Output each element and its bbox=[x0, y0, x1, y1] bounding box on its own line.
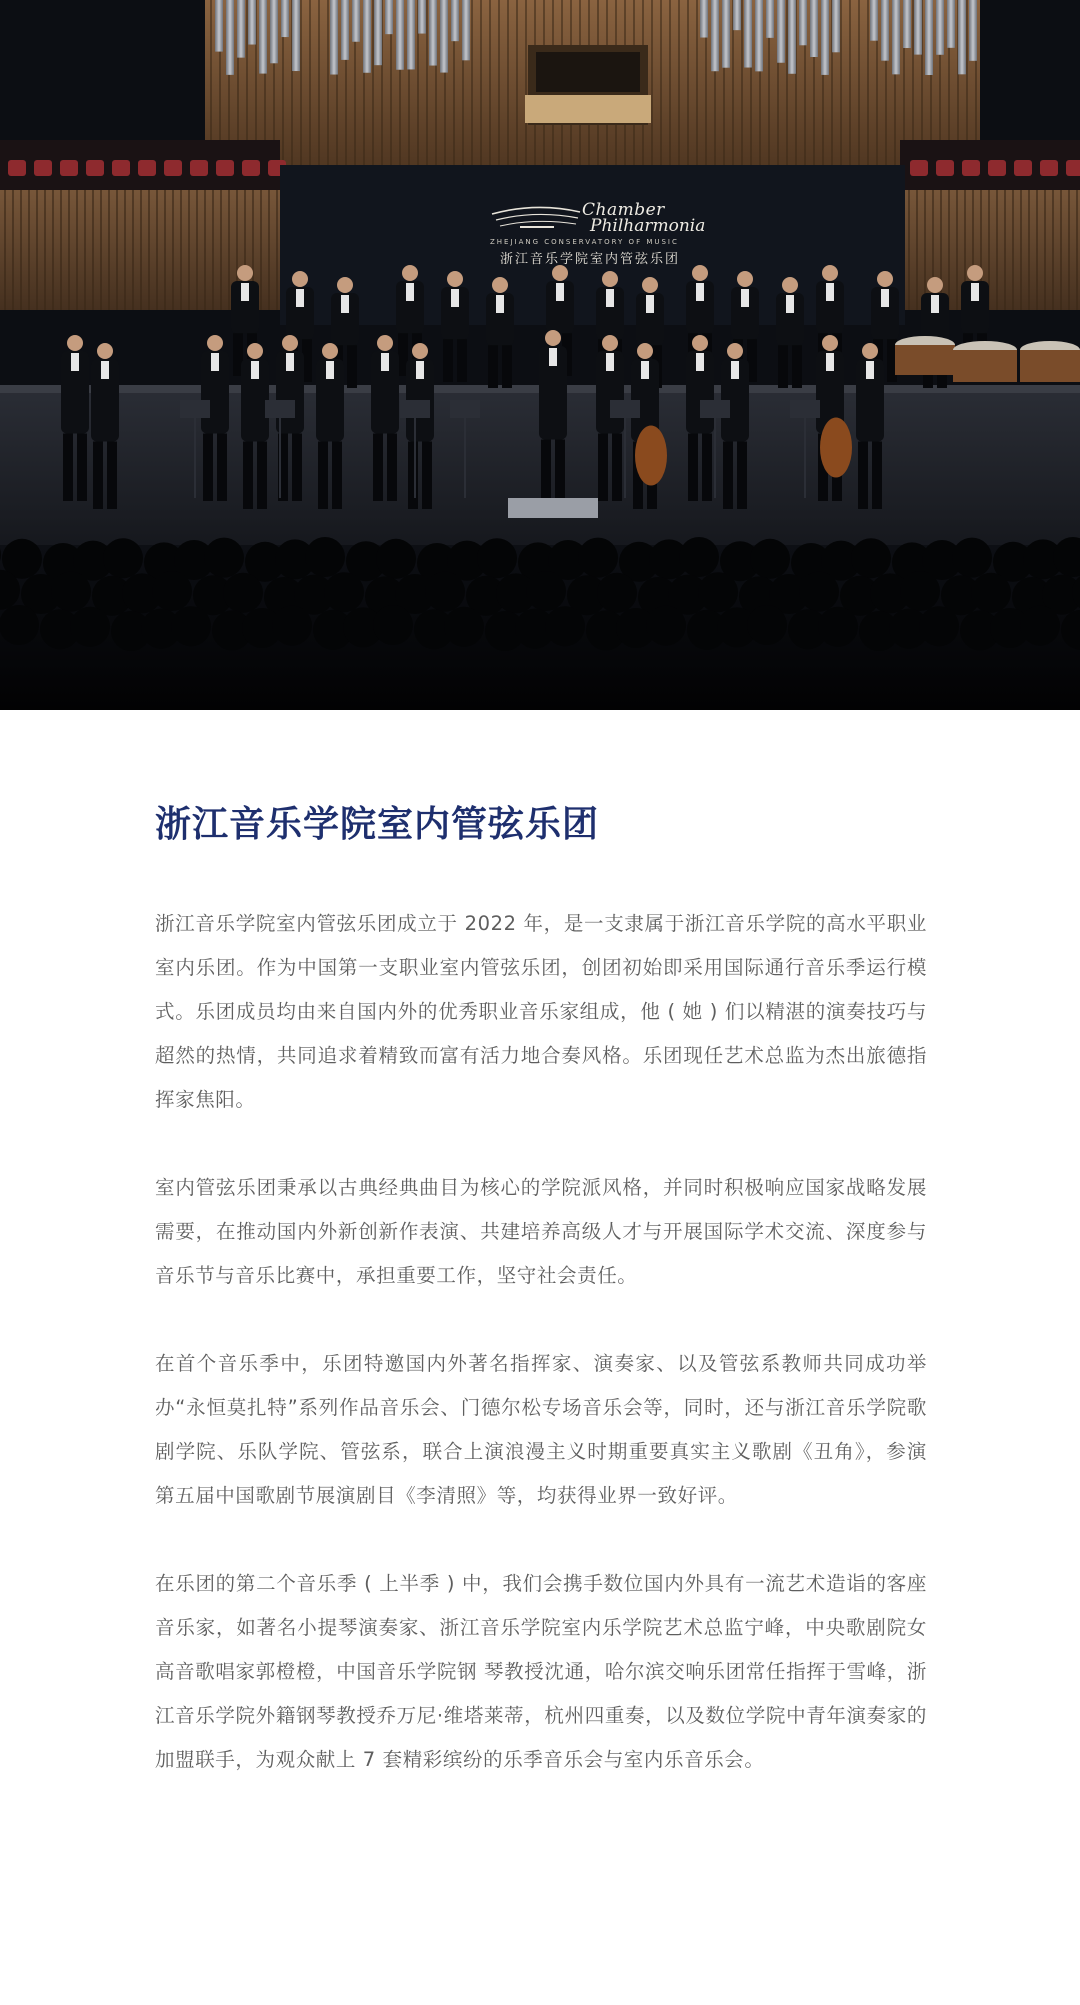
concert-stage-illustration bbox=[0, 0, 1080, 710]
logo-chinese-text: 浙江音乐学院室内管弦乐团 bbox=[500, 252, 681, 267]
article-body bbox=[155, 800, 927, 1782]
conductor-podium bbox=[508, 498, 598, 518]
article-title: 浙江音乐学院室内管弦乐团 bbox=[155, 804, 600, 845]
logo-script-line1: Chamber bbox=[582, 200, 665, 220]
logo-emblem-icon bbox=[490, 200, 582, 240]
logo-script-line2: Philharmonia bbox=[590, 216, 706, 236]
logo-english-text: ZHEJIANG CONSERVATORY OF MUSIC bbox=[490, 238, 679, 246]
paragraph-first-season: 在首个音乐季中，乐团特邀国内外著名指挥家、演奏家、以及管弦系教师共同成功举办“永恒莫扎特”系列作品音乐会、门德尔松专场音乐会等，同时，还与浙江音乐学院歌剧学院、乐队学院、管弦系，联合上演浪漫主义时期重要真实主义歌剧《丑角》，参演第五届中国歌剧节展演剧目《李清照》等，均获得业界一致好评。 bbox=[155, 1352, 927, 1507]
hero-photo bbox=[0, 0, 1080, 710]
orchestra-logo bbox=[490, 200, 706, 267]
audience-silhouettes bbox=[0, 535, 1080, 651]
paragraph-intro: 浙江音乐学院室内管弦乐团成立于 2022 年，是一支隶属于浙江音乐学院的高水平职业室内乐团。作为中国第一支职业室内管弦乐团，创团初始即采用国际通行音乐季运行模式。乐团成员均由来自国内外的优秀职业音乐家组成，他 ( 她 ) 们以精湛的演奏技巧与超然的热情，共同追求着精致而富有活力地合奏风格。乐团现任艺术总监为杰出旅德指挥家焦阳。 bbox=[155, 912, 927, 1111]
paragraph-mission: 室内管弦乐团秉承以古典经典曲目为核心的学院派风格，并同时积极响应国家战略发展需要，在推动国内外新创新作表演、共建培养高级人才与开展国际学术交流、深度参与音乐节与音乐比赛中，承担重要工作，坚守社会责任。 bbox=[155, 1176, 927, 1287]
paragraph-second-season: 在乐团的第二个音乐季 ( 上半季 ) 中，我们会携手数位国内外具有一流艺术造诣的客座音乐家，如著名小提琴演奏家、浙江音乐学院室内乐学院艺术总监宁峰，中央歌剧院女高音歌唱家郭橙橙，中国音乐学院钢 琴教授沈通，哈尔滨交响乐团常任指挥于雪峰，浙江音乐学院外籍钢琴教授乔万尼·维塔莱蒂，杭州四重奏，以及数位学院中青年演奏家的加盟联手，为观众献上 7 套精彩缤纷的乐季音乐会与室内乐音乐会。 bbox=[155, 1572, 927, 1771]
